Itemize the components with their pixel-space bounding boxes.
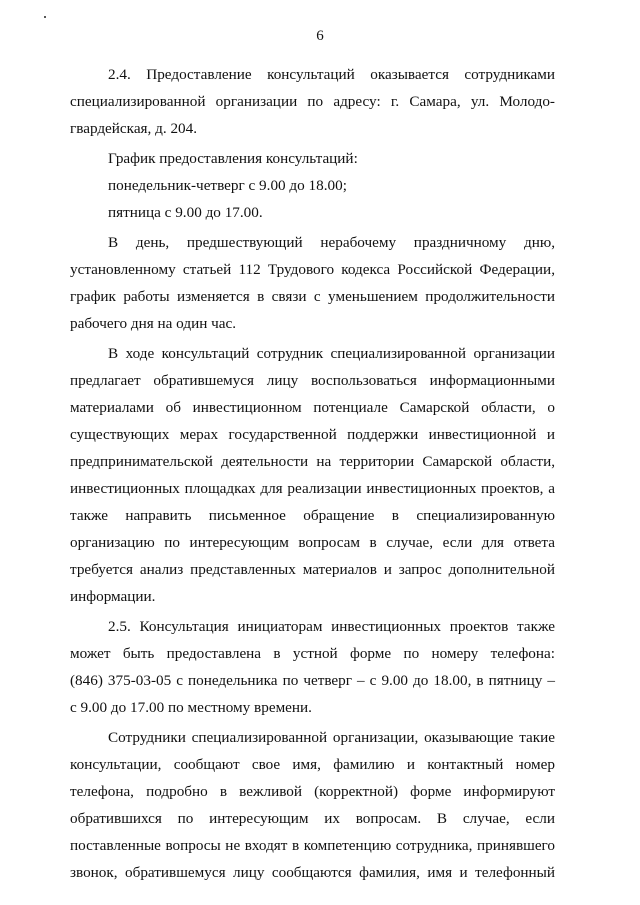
text-line: консультации, сообщают свое имя, фамилию и контактный номер <box>70 756 555 773</box>
document-body <box>70 61 555 886</box>
scan-mark <box>44 16 46 18</box>
text-line: звонок, обратившемуся лицу сообщаются фамилия, имя и телефонный <box>70 864 555 881</box>
text-line: требуется анализ представленных материалов и запрос дополнительной <box>70 561 555 578</box>
text-line: может быть предоставлена в устной форме по номеру телефона: <box>70 645 555 662</box>
text-line: предпринимательской деятельности на территории Самарской области, <box>70 453 555 470</box>
text-line: специализированной организации по адресу: г. Самара, ул. Молодо- <box>70 93 555 110</box>
page-number: 6 <box>316 28 324 44</box>
text-line: существующих мерах государственной поддержки инвестиционной и <box>70 426 555 443</box>
text-line: пятница с 9.00 до 17.00. <box>108 204 263 221</box>
text-line: установленному статьей 112 Трудового кодекса Российской Федерации, <box>70 261 555 278</box>
text-line: гвардейская, д. 204. <box>70 120 198 137</box>
text-line: информации. <box>70 588 156 605</box>
text-line: обратившихся по интересующим их вопросам. В случае, если <box>70 810 555 827</box>
text-line: телефона, подробно в вежливой (корректной) форме информируют <box>70 783 555 800</box>
text-line: 2.5. Консультация инициаторам инвестиционных проектов также <box>108 618 555 635</box>
text-line: поставленные вопросы не входят в компетенцию сотрудника, принявшего <box>70 837 555 854</box>
text-line: также направить письменное обращение в специализированную <box>70 507 555 524</box>
text-line: В ходе консультаций сотрудник специализированной организации <box>108 345 555 362</box>
text-line: понедельник-четверг с 9.00 до 18.00; <box>108 177 347 194</box>
text-line: (846) 375-03-05 с понедельника по четверг – с 9.00 до 18.00, в пятницу – <box>70 672 555 689</box>
text-line: предлагает обратившемуся лицу воспользоваться информационными <box>70 372 555 389</box>
text-line: 2.4. Предоставление консультаций оказывается сотрудниками <box>108 66 555 83</box>
text-line: рабочего дня на один час. <box>70 315 237 332</box>
text-line: Сотрудники специализированной организации, оказывающие такие <box>108 729 555 746</box>
text-line: материалами об инвестиционном потенциале Самарской области, о <box>70 399 555 416</box>
text-line: инвестиционных площадках для реализации инвестиционных проектов, а <box>70 480 555 497</box>
text-line: график работы изменяется в связи с уменьшением продолжительности <box>70 288 555 305</box>
text-line: В день, предшествующий нерабочему праздничному дню, <box>108 234 555 251</box>
text-line: График предоставления консультаций: <box>108 150 358 167</box>
text-line: организацию по интересующим вопросам в случае, если для ответа <box>70 534 555 551</box>
text-line: с 9.00 до 17.00 по местному времени. <box>70 699 312 716</box>
